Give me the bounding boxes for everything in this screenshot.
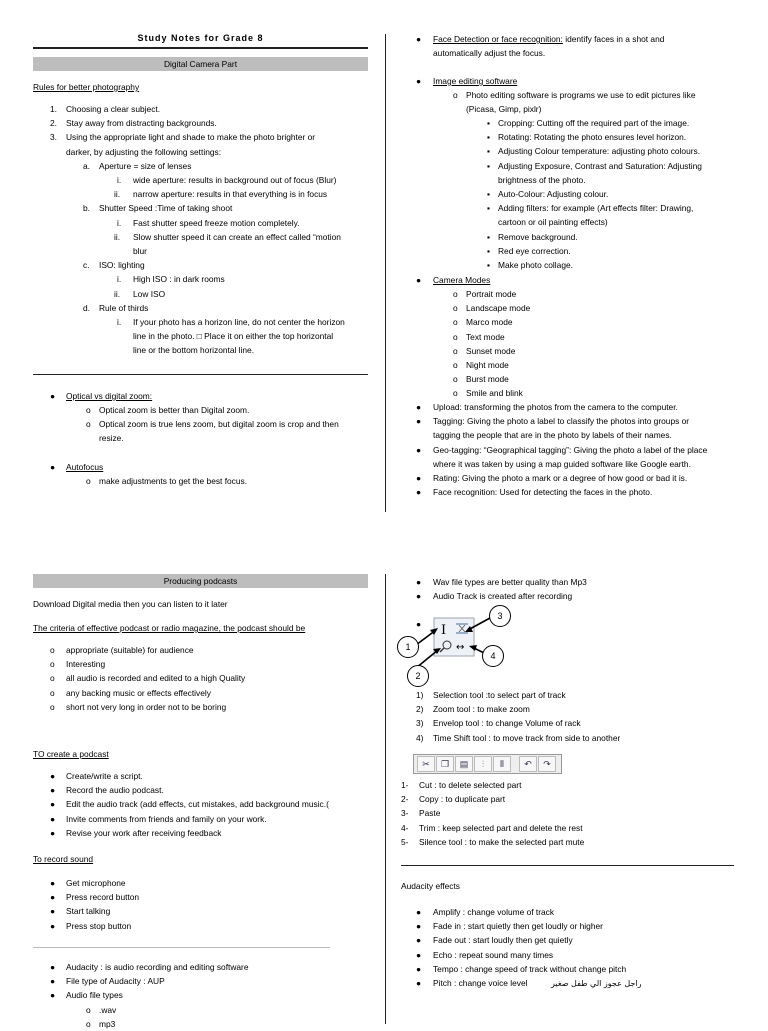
audio-note-item: Wav file types are better quality than Mp3 <box>433 577 587 587</box>
mode-item-marker: o <box>453 289 458 299</box>
zoom-item-1-marker: o <box>86 405 91 415</box>
edit-tool-item: Silence tool : to make the selected part mute <box>419 836 585 847</box>
copy-icon: ❐ <box>436 756 454 772</box>
effect-item: Tempo : change speed of track without change pitch <box>433 963 627 974</box>
callout-3: 3 <box>489 605 511 627</box>
edit-intro-1: Photo editing software is programs we use to edit pictures like <box>466 90 696 100</box>
effect-item-marker: ● <box>416 978 422 988</box>
record-item-marker: ● <box>50 878 56 888</box>
record-heading: To record sound <box>33 854 94 864</box>
effect-item-marker: ● <box>416 949 422 960</box>
tool-item-marker: 1) <box>416 690 424 700</box>
edit-bullet <box>416 74 421 88</box>
edit-tool-item-marker: 2- <box>401 794 409 805</box>
callout-1: 1 <box>397 636 419 658</box>
edit-item-marker: ▪ <box>487 203 490 214</box>
mode-item: Marco mode <box>466 317 513 328</box>
mode-item-marker: o <box>453 388 458 399</box>
effect-item-marker: ● <box>416 907 422 917</box>
autofocus-marker: o <box>86 476 91 486</box>
rule-line: wide aperture: results in background out of focus (Blur) <box>133 175 337 185</box>
page-title: Study Notes for Grade 8 <box>137 33 264 43</box>
record-item: Get microphone <box>66 878 126 888</box>
section-band-podcasts: Producing podcasts <box>33 574 368 588</box>
rule-line: blur <box>133 246 147 256</box>
face-text: identify faces in a shot and <box>562 34 665 44</box>
autofocus-bullet <box>50 460 55 474</box>
effects-heading: Audacity effects <box>401 881 460 891</box>
file-type-item: mp3 <box>99 1019 116 1030</box>
redo-icon: ↷ <box>538 756 556 772</box>
edit-item: Adding filters: for example (Art effects filter: Drawing, <box>498 203 694 214</box>
rule-line-marker: ii. <box>114 288 121 299</box>
edit-item-marker: ▪ <box>487 231 490 242</box>
camera-bullet-item: Geo-tagging: “Geographical tagging”: Giving the photo a label of the place <box>433 444 708 455</box>
criteria-item: Interesting <box>66 659 106 670</box>
create-item-marker: ● <box>50 771 56 781</box>
edit-item-marker: ▪ <box>487 118 490 128</box>
rule-line-marker: i. <box>117 317 122 327</box>
edit-item-marker: ▪ <box>487 189 490 199</box>
effect-item-marker: ● <box>416 935 422 946</box>
camera-bullet-item: Upload: transforming the photos from the camera to the computer. <box>433 402 678 412</box>
mode-item-marker: o <box>453 345 458 356</box>
camera-bullet-item-marker: ● <box>416 487 422 498</box>
rule-line-marker: ii. <box>114 231 121 242</box>
bullet-icon: ● <box>50 391 56 401</box>
audacity-item-marker: ● <box>50 976 56 987</box>
camera-bullet-item: Tagging: Giving the photo a label to classify the photos into groups or <box>433 416 690 427</box>
camera-bullet-item: where it was taken by using a map guided software like Google earth. <box>433 458 691 469</box>
bullet-icon: ● <box>416 34 422 44</box>
zoom-item-2: Optical zoom is true lens zoom, but digital zoom is crop and then <box>99 419 339 429</box>
autofocus-heading: Autofocus <box>66 462 104 472</box>
tool-item-marker: 4) <box>416 732 424 743</box>
undo-icon: ↶ <box>519 756 537 772</box>
rules-heading: Rules for better photography <box>33 82 140 92</box>
edit-tool-item-marker: 5- <box>401 836 409 847</box>
zoom-item-2-cont: resize. <box>99 433 124 443</box>
tool-item: Selection tool :to select part of track <box>433 690 566 700</box>
edit-item: brightness of the photo. <box>498 174 586 185</box>
bullet-icon: ● <box>50 462 56 472</box>
camera-bullet-item-marker: ● <box>416 416 422 427</box>
effect-item: Fade out : start loudly then get quietly <box>433 935 573 946</box>
column-divider-bottom <box>385 574 386 1024</box>
camera-bullet-item: tagging the people that are in the photo by labels of their names. <box>433 430 672 441</box>
mode-item: Burst mode <box>466 374 509 385</box>
mode-item-marker: o <box>453 360 458 370</box>
criteria-item-marker: o <box>50 645 55 655</box>
create-item: Create/write a script. <box>66 771 143 781</box>
mode-item: Text mode <box>466 331 505 342</box>
create-item: Revise your work after receiving feedback <box>66 827 222 838</box>
mode-item-marker: o <box>453 317 458 328</box>
edit-item: Make photo collage. <box>498 260 573 270</box>
camera-bullet-item: Rating: Giving the photo a mark or a degree of how good or bad it is. <box>433 473 688 483</box>
criteria-item: all audio is recorded and edited to a high Quality <box>66 673 246 684</box>
edit-item: Adjusting Exposure, Contrast and Saturation: Adjusting <box>498 160 702 171</box>
rule-line-marker: a. <box>83 160 90 171</box>
rule-line: If your photo has a horizon line, do not center the horizon <box>133 317 345 327</box>
section-band-camera: Digital Camera Part <box>33 57 368 71</box>
edit-tool-item: Cut : to delete selected part <box>419 780 522 790</box>
effect-item: Fade in : start quietly then get loudly or higher <box>433 921 603 932</box>
edit-item: Red eye correction. <box>498 245 571 256</box>
rule-line: ISO: lighting <box>99 260 145 271</box>
bullet-icon: ● <box>416 76 422 86</box>
modes-heading: Camera Modes <box>433 275 491 285</box>
criteria-item-marker: o <box>50 659 55 670</box>
rule-line: Fast shutter speed freeze motion completely. <box>133 217 300 228</box>
rule-line-marker: b. <box>83 203 90 214</box>
zoom-item-2-marker: o <box>86 419 91 429</box>
podcast-intro: Download Digital media then you can listen to it later <box>33 599 228 609</box>
edit-intro-2: (Picasa, Gimp, pixlr) <box>466 104 542 114</box>
mode-item: Landscape mode <box>466 303 531 314</box>
audio-note-item: Audio Track is created after recording <box>433 591 573 602</box>
rule-line: Aperture = size of lenses <box>99 160 192 171</box>
criteria-item-marker: o <box>50 687 55 698</box>
audacity-item-marker: ● <box>50 990 56 1001</box>
edit-tool-item-marker: 4- <box>401 822 409 833</box>
face-heading: Face Detection or face recognition: <box>433 34 563 44</box>
zoom-bullet <box>50 389 55 403</box>
audio-note-item-marker: ● <box>416 591 422 602</box>
face-line-2: automatically adjust the focus. <box>433 48 546 58</box>
face-bullet <box>416 32 421 46</box>
callout-4: 4 <box>482 645 504 667</box>
audacity-item-marker: ● <box>50 962 56 972</box>
edit-item: cartoon or oil painting effects) <box>498 217 608 228</box>
edit-item-marker: ▪ <box>487 146 490 157</box>
zoom-heading: Optical vs digital zoom: <box>66 391 153 401</box>
mode-item: Night mode <box>466 360 509 370</box>
rule-line-marker: 2. <box>50 118 57 129</box>
audacity-item: Audacity : is audio recording and editing software <box>66 962 249 972</box>
create-item-marker: ● <box>50 827 56 838</box>
record-item-marker: ● <box>50 920 56 931</box>
silence-icon: ⦀ <box>493 756 511 772</box>
zoom-item-1: Optical zoom is better than Digital zoom. <box>99 405 250 415</box>
criteria-item-marker: o <box>50 701 55 712</box>
edit-toolbar <box>413 754 562 774</box>
mode-item-marker: o <box>453 331 458 342</box>
bullet-icon: ● <box>416 619 422 629</box>
edit-tool-item-marker: 3- <box>401 808 409 819</box>
criteria-item: short not very long in order not to be boring <box>66 701 227 712</box>
criteria-item: appropriate (suitable) for audience <box>66 645 194 655</box>
mode-item: Smile and blink <box>466 388 523 399</box>
edit-tool-item: Paste <box>419 808 441 819</box>
record-item: Start talking <box>66 906 111 917</box>
rule-line: Low ISO <box>133 288 166 299</box>
callout-2: 2 <box>407 665 429 687</box>
tool-item: Time Shift tool : to move track from side to another <box>433 732 621 743</box>
rule-line: Rule of thirds <box>99 302 149 313</box>
edit-item-marker: ▪ <box>487 260 490 270</box>
column-divider-top <box>385 34 386 512</box>
rule-line-marker: c. <box>83 260 90 271</box>
rule-line-marker: i. <box>117 175 122 185</box>
bullet-icon: ● <box>416 275 422 285</box>
paste-icon: ▤ <box>455 756 473 772</box>
rule-line-marker: i. <box>117 274 122 285</box>
file-type-item-marker: o <box>86 1005 91 1015</box>
create-item: Record the audio podcast. <box>66 785 164 796</box>
record-item: Press record button <box>66 892 140 903</box>
rule-line-marker: i. <box>117 217 122 228</box>
rule-line: narrow aperture: results in that everything is in focus <box>133 189 328 200</box>
rule-line: Shutter Speed :Time of taking shoot <box>99 203 233 214</box>
audio-note-item-marker: ● <box>416 577 422 587</box>
selection-tool-icon: I <box>441 623 447 638</box>
time-shift-tool-icon: ↔ <box>456 642 465 653</box>
edit-item: Cropping: Cutting off the required part of the image. <box>498 118 690 128</box>
title-rule <box>33 47 368 49</box>
rule-line: Slow shutter speed it can create an effect called “motion <box>133 231 341 242</box>
mode-item: Portrait mode <box>466 289 517 299</box>
tool-item: Zoom tool : to make zoom <box>433 704 530 715</box>
create-item-marker: ● <box>50 785 56 796</box>
create-item-marker: ● <box>50 799 56 810</box>
effect-item: Pitch : change voice level <box>433 978 528 988</box>
audacity-item: Audio file types <box>66 990 123 1001</box>
camera-bullet-item: Face recognition: Used for detecting the faces in the photo. <box>433 487 653 498</box>
file-type-item-marker: o <box>86 1019 91 1030</box>
edit-tool-item-marker: 1- <box>401 780 409 790</box>
effect-item: Echo : repeat sound many times <box>433 949 554 960</box>
edit-heading: Image editing software <box>433 76 518 86</box>
rule-line: line or the bottom horizontal line. <box>133 345 255 356</box>
audacity-item: File type of Audacity : AUP <box>66 976 165 987</box>
edit-intro-marker: o <box>453 90 458 100</box>
rule-line: Choosing a clear subject. <box>66 104 161 114</box>
record-item-marker: ● <box>50 906 56 917</box>
trim-icon: ⫶ <box>474 756 492 772</box>
edit-item-marker: ▪ <box>487 160 490 171</box>
edit-item-marker: ▪ <box>487 132 490 143</box>
camera-bullet-item-marker: ● <box>416 473 422 483</box>
criteria-item-marker: o <box>50 673 55 684</box>
autofocus-item: make adjustments to get the best focus. <box>99 476 248 486</box>
mode-item-marker: o <box>453 374 458 385</box>
rule-line: High ISO : in dark rooms <box>133 274 225 285</box>
create-item-marker: ● <box>50 813 56 824</box>
tool-item: Envelop tool : to change Volume of rack <box>433 718 581 729</box>
edit-item: Adjusting Colour temperature: adjusting photo colours. <box>498 146 701 157</box>
rule-line-marker: 3. <box>50 132 57 143</box>
separator-rule-2 <box>33 947 330 948</box>
face-line-1 <box>433 32 664 46</box>
pitch-arabic-note: راجل عجوز الي طفل صغير <box>551 979 642 988</box>
rule-line-marker: 1. <box>50 104 57 114</box>
modes-bullet <box>416 273 421 287</box>
rule-line: Stay away from distracting backgrounds. <box>66 118 217 129</box>
edit-item: Auto-Colour: Adjusting colour. <box>498 189 609 199</box>
create-item: Edit the audio track (add effects, cut mistakes, add background music.( <box>66 799 329 810</box>
tool-item-marker: 2) <box>416 704 424 715</box>
separator-rule-1 <box>33 374 368 375</box>
rule-line: Using the appropriate light and shade to make the photo brighter or <box>66 132 316 143</box>
cut-icon: ✂ <box>417 756 435 772</box>
criteria-heading: The criteria of effective podcast or radio magazine, the podcast should be <box>33 623 306 633</box>
effect-item: Amplify : change volume of track <box>433 907 555 917</box>
camera-bullet-item-marker: ● <box>416 402 422 412</box>
create-heading: TO create a podcast <box>33 749 109 759</box>
effect-item-marker: ● <box>416 921 422 932</box>
rule-line: line in the photo. □ Place it on either the top horizontal <box>133 331 334 342</box>
edit-item: Remove background. <box>498 231 578 242</box>
record-item: Press stop button <box>66 920 132 931</box>
mode-item: Sunset mode <box>466 345 516 356</box>
edit-item: Rotating: Rotating the photo ensures level horizon. <box>498 132 687 143</box>
rule-line-marker: d. <box>83 302 90 313</box>
criteria-item: any backing music or effects effectively <box>66 687 211 698</box>
effect-item-marker: ● <box>416 963 422 974</box>
mode-item-marker: o <box>453 303 458 314</box>
rule-line: darker, by adjusting the following settings: <box>66 146 222 157</box>
edit-tool-item: Copy : to duplicate part <box>419 794 506 805</box>
edit-item-marker: ▪ <box>487 245 490 256</box>
tool-item-marker: 3) <box>416 718 424 729</box>
create-item: Invite comments from friends and family on your work. <box>66 813 267 824</box>
rule-line-marker: ii. <box>114 189 121 200</box>
record-item-marker: ● <box>50 892 56 903</box>
separator-rule-3 <box>401 865 734 866</box>
file-type-item: .wav <box>99 1005 117 1015</box>
edit-tool-item: Trim : keep selected part and delete the rest <box>419 822 583 833</box>
camera-bullet-item-marker: ● <box>416 444 422 455</box>
